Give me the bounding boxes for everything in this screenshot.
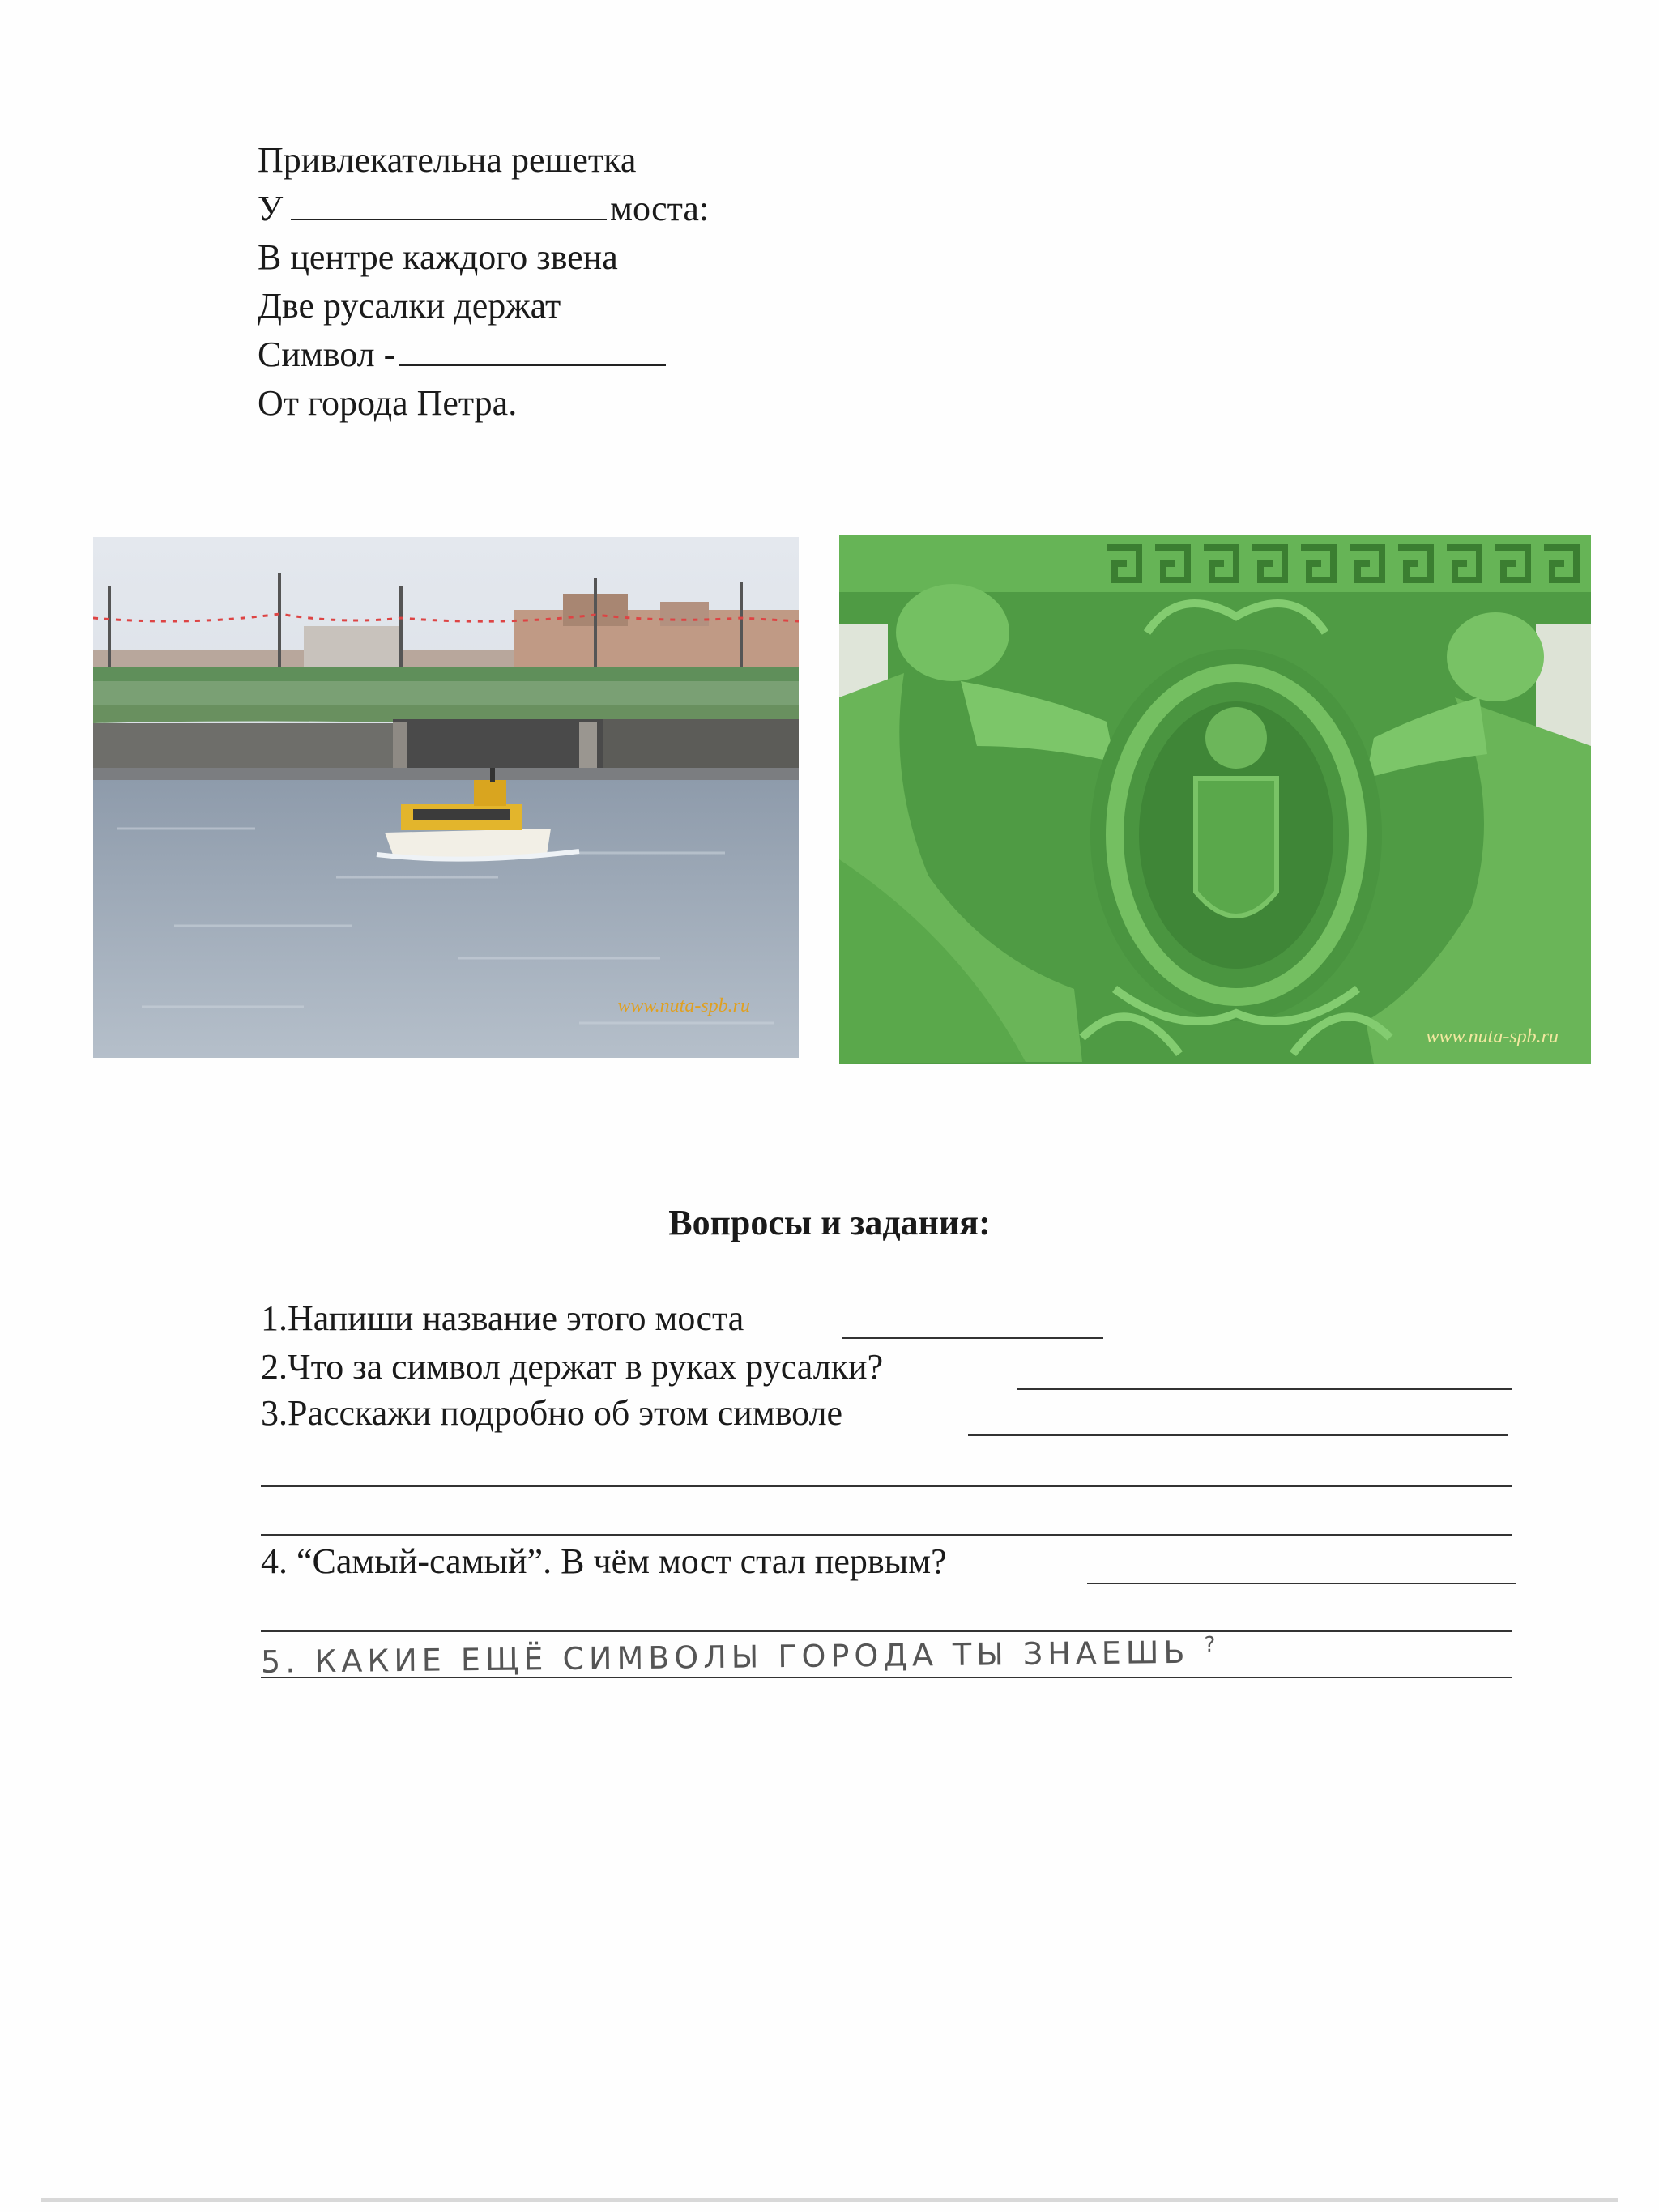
answer-line-4b[interactable] xyxy=(261,1630,1512,1632)
answer-blank-symbol[interactable] xyxy=(399,335,666,366)
poem-line-3: В центре каждого звена xyxy=(258,237,618,277)
poem-line-1: Привлекательна решетка xyxy=(258,140,637,180)
question-5-handwritten xyxy=(261,1633,1221,1680)
answer-line-4[interactable] xyxy=(1087,1583,1516,1584)
answer-blank-bridge[interactable] xyxy=(291,190,607,220)
railing-photo xyxy=(839,535,1591,1064)
page-bottom-edge xyxy=(41,2198,1618,2202)
poem-line-4: Две русалки держат xyxy=(258,286,561,326)
poem-block xyxy=(258,136,709,428)
railing-photo-watermark: www.nuta-spb.ru xyxy=(1426,1026,1559,1047)
poem-line-6: От города Петра. xyxy=(258,383,518,423)
poem-line-5 xyxy=(258,330,709,379)
poem-line-2 xyxy=(258,185,709,233)
bridge-photo xyxy=(93,537,799,1058)
answer-line-3c[interactable] xyxy=(261,1534,1512,1536)
question-2: 2.Что за символ держат в руках русалки? xyxy=(261,1347,884,1387)
answer-line-1[interactable] xyxy=(842,1337,1103,1339)
answer-line-3b[interactable] xyxy=(261,1485,1512,1487)
bridge-photo-watermark: www.nuta-spb.ru xyxy=(617,995,750,1016)
question-3: 3.Расскажи подробно об этом символе xyxy=(261,1393,843,1433)
answer-line-2[interactable] xyxy=(1017,1388,1512,1390)
railing-photo-image xyxy=(839,535,1591,1064)
poem-line-2-start: У xyxy=(258,189,284,228)
question-5-text: 5. КАКИЕ ЕЩЁ СИМВОЛЫ ГОРОДА ТЫ ЗНАЕШЬ xyxy=(260,1634,1190,1680)
answer-line-5[interactable] xyxy=(261,1677,1512,1678)
poem-line-2-end: моста: xyxy=(610,189,710,228)
question-5-mark: ? xyxy=(1204,1632,1221,1658)
answer-line-3[interactable] xyxy=(968,1434,1508,1436)
question-4: 4. “Самый-самый”. В чём мост стал первым? xyxy=(261,1541,947,1581)
question-1: 1.Напиши название этого моста xyxy=(261,1298,744,1338)
section-title: Вопросы и задания: xyxy=(668,1203,991,1242)
poem-line-5-start: Символ - xyxy=(258,335,396,374)
bridge-photo-image xyxy=(93,537,799,1058)
